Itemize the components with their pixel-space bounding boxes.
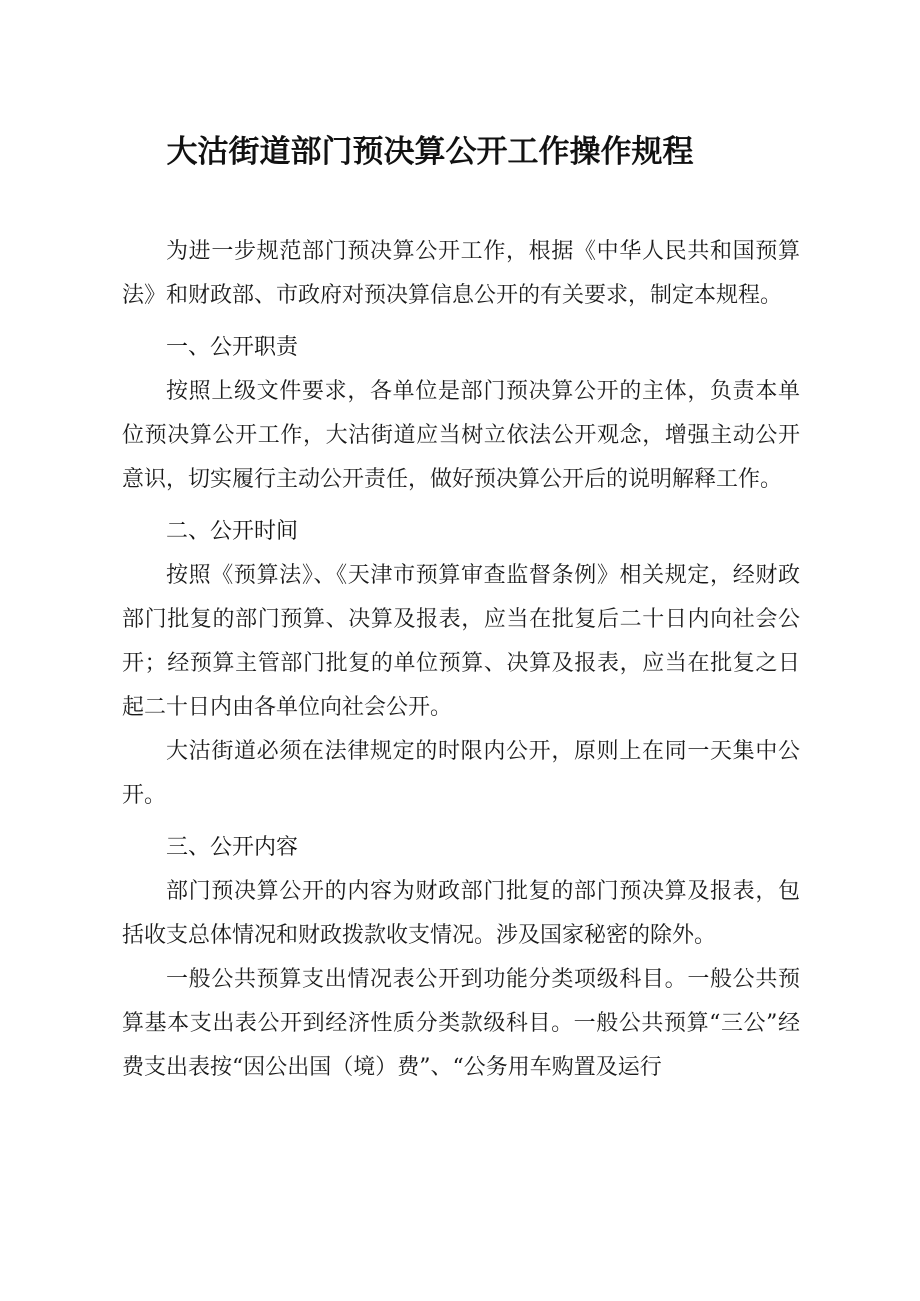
section-content-paragraph-2: 一般公共预算支出情况表公开到功能分类项级科目。一般公共预算基本支出表公开到经济性质分类款级科目。一般公共预算“三公”经费支出表按“因公出国（境）费”、“公务用车购置及运行 (122, 967, 800, 1080)
document-title: 大沽街道部门预决算公开工作操作规程 (166, 134, 694, 170)
section-timing-paragraph-2: 大沽街道必须在法律规定的时限内公开，原则上在同一天集中公开。 (122, 739, 800, 808)
section-heading-content: 三、公开内容 (166, 835, 299, 860)
section-duties-paragraph: 按照上级文件要求，各单位是部门预决算公开的主体，负责本单位预决算公开工作，大沽街道应当树立依法公开观念，增强主动公开意识，切实履行主动公开责任，做好预决算公开后的说明解释工作。 (122, 379, 800, 492)
section-heading-timing: 二、公开时间 (166, 519, 299, 544)
section-timing-paragraph-1: 按照《预算法》、《天津市预算审查监督条例》相关规定，经财政部门批复的部门预算、决算及报表，应当在批复后二十日内向社会公开；经预算主管部门批复的单位预算、决算及报表，应当在批复之日起二十日内由各单位向社会公开。 (122, 563, 800, 720)
intro-paragraph: 为进一步规范部门预决算公开工作，根据《中华人民共和国预算法》和财政部、市政府对预决算信息公开的有关要求，制定本规程。 (122, 239, 800, 308)
document-body (122, 230, 800, 1090)
section-heading-duties: 一、公开职责 (166, 335, 299, 360)
section-content-paragraph-1: 部门预决算公开的内容为财政部门批复的部门预决算及报表，包括收支总体情况和财政拨款收支情况。涉及国家秘密的除外。 (122, 879, 800, 948)
